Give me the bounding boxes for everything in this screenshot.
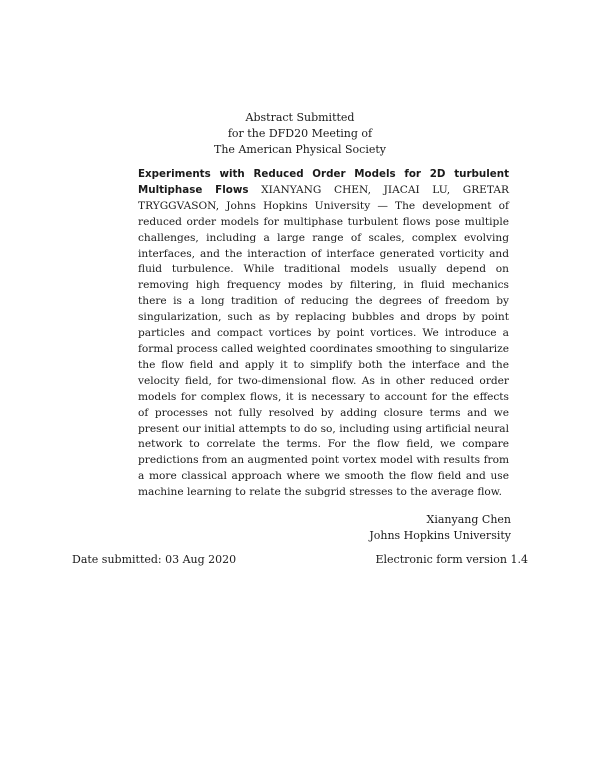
abstract-text: The development of reduced order models for multiphase turbulent flows pose multiple challenges, including a large range of scales, complex evolving interfaces, and the interaction of interface generated vorticity and fluid turbulence. While traditional models usually depend on removing high frequency modes by filtering, in fluid mechanics there is a long tradition of reducing the degrees of freedom by singularization, such as by replacing bubbles and drops by point particles and compact vortices by point vortices. We introduce a formal process called weighted coordinates smoothing to singularize the flow field and apply it to simplify both the interface and the velocity field, for two-dimensional flow. As in other reduced order models for complex flows, it is necessary to account for the effects of processes not fully resolved by adding closure terms and we present our initial attempts to do so, including using artificial neural network to correlate the terms. For the flow field, we compare predictions from an augmented point vortex model with results from a more classical approach where we smooth the flow field and use machine learning to relate the subgrid stresses to the average flow. <box>138 199 509 499</box>
abstract-title: Experiments with Reduced Order Models for 2D turbulent Multiphase Flows <box>138 168 509 196</box>
abstract-separator: — <box>377 199 388 212</box>
submitter-affiliation: Johns Hopkins University <box>369 529 511 542</box>
date-submitted: Date submitted: 03 Aug 2020 <box>72 553 237 566</box>
form-version: Electronic form version 1.4 <box>375 553 528 566</box>
abstract-authors: XIANYANG CHEN, JIACAI LU, GRETAR TRYGGVASON, Johns Hopkins University <box>138 183 510 212</box>
header-line-2: for the DFD20 Meeting of <box>227 127 373 140</box>
submitter-block <box>369 512 511 544</box>
header-line-1: Abstract Submitted <box>245 111 355 124</box>
abstract-header <box>0 110 600 158</box>
header-line-3: The American Physical Society <box>214 143 386 156</box>
abstract-body <box>138 167 509 501</box>
submitter-name: Xianyang Chen <box>426 513 511 526</box>
